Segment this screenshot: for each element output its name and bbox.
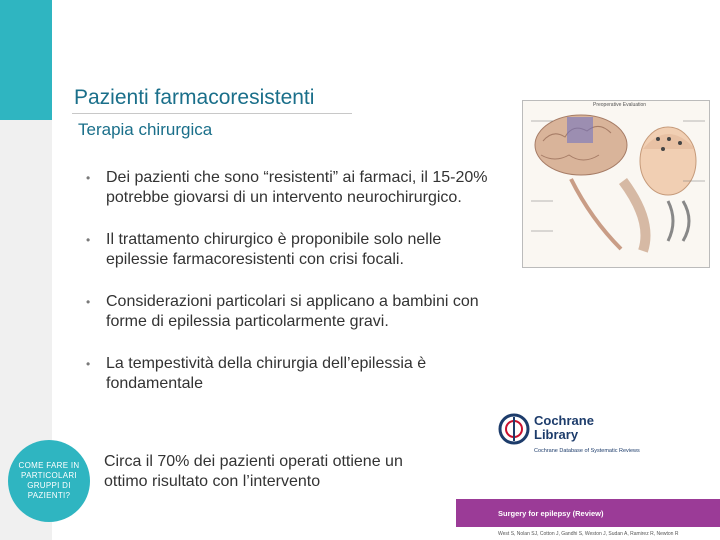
bullet-item [86, 168, 506, 208]
brain-illustration [522, 100, 710, 268]
bullet-list [86, 168, 506, 416]
section-badge-label: COME FARE IN PARTICOLARI GRUPPI DI PAZIENTI? [18, 461, 80, 500]
bullet-dot: • [86, 357, 91, 371]
slide-title: Pazienti farmacoresistenti [74, 86, 315, 109]
bullet-text: Considerazioni particolari si applicano a bambini con forme di epilessia particolarmente gravi. [106, 293, 479, 330]
review-authors: West S, Nolan SJ, Cotton J, Gandhi S, Weston J, Sudan A, Ramirez R, Newton R [498, 531, 679, 537]
bullet-item [86, 292, 506, 332]
bullet-item [86, 354, 506, 394]
cochrane-tagline: Cochrane Database of Systematic Reviews [534, 448, 640, 454]
review-title-bar [456, 499, 720, 527]
illustration-header: Preoperative Evaluation [593, 102, 647, 108]
slide-subtitle: Terapia chirurgica [78, 120, 213, 139]
cochrane-name-line2: Library [534, 427, 579, 442]
closing-text: Circa il 70% dei pazienti operati ottiene un ottimo risultato con l’intervento [104, 453, 403, 490]
cochrane-logo [498, 412, 668, 462]
bullet-text: La tempestività della chirurgia dell’epilessia è fondamentale [106, 355, 427, 392]
cochrane-name [534, 414, 594, 442]
section-badge[interactable] [8, 440, 90, 522]
bullet-text: Il trattamento chirurgico è proponibile solo nelle epilessie farmacoresistenti con crisi focali. [106, 231, 442, 268]
brain-drawing [523, 101, 709, 267]
bullet-text: Dei pazienti che sono “resistenti” ai farmaci, il 15-20% potrebbe giovarsi di un intervento neurochirurgico. [106, 169, 488, 206]
accent-bar [0, 0, 52, 120]
cochrane-name-line1: Cochrane [534, 413, 594, 428]
title-divider [72, 113, 352, 114]
bullet-dot: • [86, 233, 91, 247]
review-title: Surgery for epilepsy (Review) [498, 508, 604, 518]
cochrane-icon [498, 412, 530, 446]
bullet-item [86, 230, 506, 270]
bullet-dot: • [86, 171, 91, 185]
bullet-dot: • [86, 295, 91, 309]
